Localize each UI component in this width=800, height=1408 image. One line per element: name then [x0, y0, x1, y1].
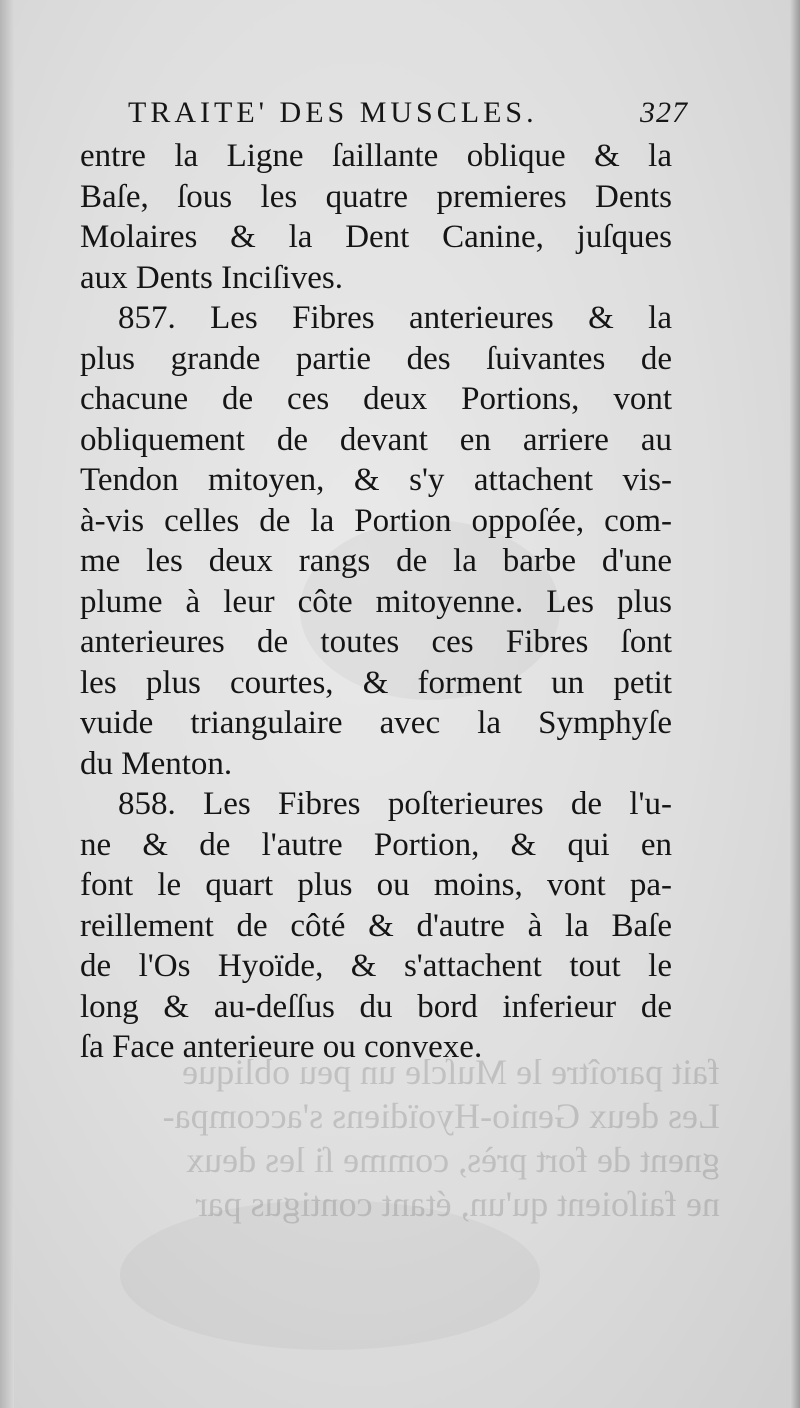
bleed-through-line: Les deux Genio-Hyoïdiens s'accompa- [162, 1096, 720, 1136]
text-line: obliquement de devant en arriere au [80, 421, 672, 458]
running-head [128, 96, 688, 140]
text-line: ne & de l'autre Portion, & qui en [80, 826, 672, 863]
bleed-through-line: gnent de fort près, comme ſi les deux [186, 1140, 720, 1180]
text-line: Tendon mitoyen, & s'y attachent vis- [80, 462, 672, 498]
text-line: long & au-deſſus du bord inferieur de [80, 988, 672, 1025]
bleed-through-line: ne faiſoient qu'un, étant contigus par [195, 1184, 720, 1224]
text-line: ſa Face anterieure ou convexe. [80, 1029, 483, 1065]
text-line: aux Dents Inciſives. [80, 259, 344, 296]
text-line: les plus courtes, & forment un petit [80, 664, 672, 701]
text-line: entre la Ligne ſaillante oblique & la [80, 138, 672, 174]
text-line: Molaires & la Dent Canine, juſques [80, 219, 672, 255]
paragraph-857-first-line: 857. Les Fibres anterieures & la [118, 300, 672, 336]
page-edge [790, 0, 800, 1408]
text-line: du Menton. [80, 745, 233, 782]
bleed-through-text [80, 1050, 720, 1226]
body-text [80, 136, 672, 1068]
page-gutter [0, 0, 14, 1408]
paragraph-858-first-line: 858. Les Fibres poſterieures de l'u- [118, 786, 672, 822]
text-line: anterieures de toutes ces Fibres ſont [80, 624, 672, 660]
text-line: plus grande partie des ſuivantes de [80, 340, 672, 377]
text-line: reillement de côté & d'autre à la Baſe [80, 907, 672, 944]
bleed-through-line: fait paroître le Muſcle un peu oblique [182, 1052, 720, 1092]
text-line: à-vis celles de la Portion oppoſée, com- [80, 502, 672, 539]
text-line: chacune de ces deux Portions, vont [80, 381, 672, 417]
text-line: font le quart plus ou moins, vont pa- [80, 867, 672, 903]
text-line: me les deux rangs de la barbe d'une [80, 543, 672, 579]
text-line: vuide triangulaire avec la Symphyſe [80, 705, 672, 741]
page-number: 327 [640, 96, 688, 129]
text-line: de l'Os Hyoïde, & s'attachent tout le [80, 948, 672, 984]
text-line: Baſe, ſous les quatre premieres Dents [80, 178, 672, 215]
running-head-title: TRAITE' DES MUSCLES. [128, 96, 538, 129]
text-line: plume à leur côte mitoyenne. Les plus [80, 583, 672, 620]
